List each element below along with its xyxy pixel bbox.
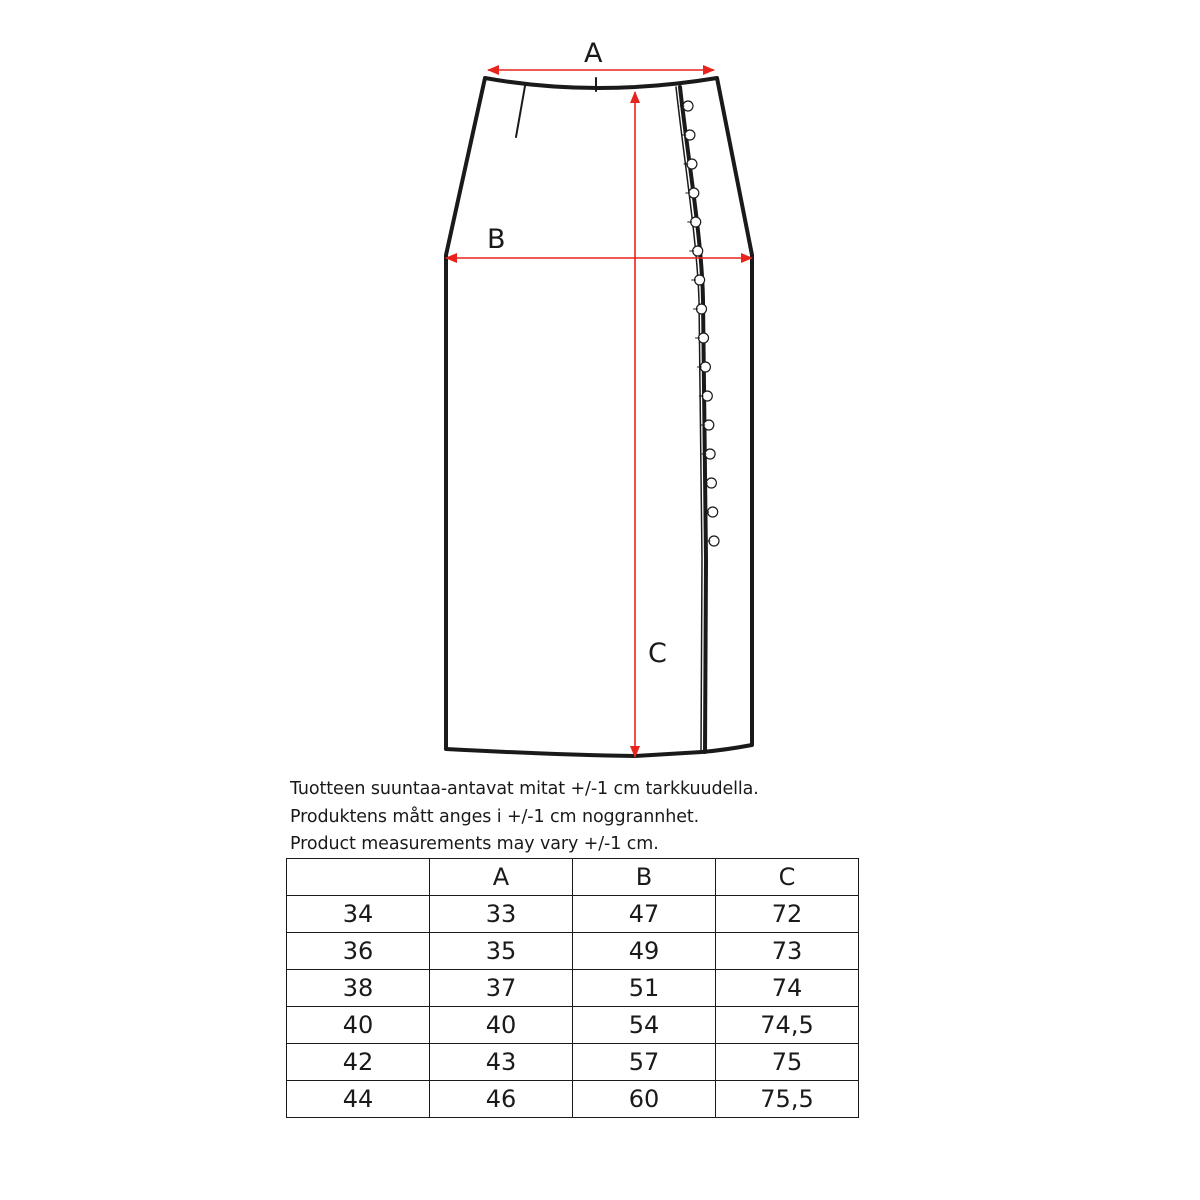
header-cell: A bbox=[430, 859, 573, 896]
table-cell: 60 bbox=[573, 1081, 716, 1118]
table-cell: 54 bbox=[573, 1007, 716, 1044]
measure-a-label: A bbox=[584, 38, 603, 69]
measurement-notes bbox=[290, 776, 890, 859]
measure-c-label: C bbox=[648, 638, 667, 669]
note-english: Product measurements may vary +/-1 cm. bbox=[290, 834, 659, 854]
table-cell: 74 bbox=[716, 970, 859, 1007]
size-cell: 40 bbox=[287, 1007, 430, 1044]
table-row bbox=[287, 970, 859, 1007]
table-cell: 46 bbox=[430, 1081, 573, 1118]
table-cell: 40 bbox=[430, 1007, 573, 1044]
table-cell: 49 bbox=[573, 933, 716, 970]
header-cell bbox=[287, 859, 430, 896]
table-cell: 43 bbox=[430, 1044, 573, 1081]
table-cell: 51 bbox=[573, 970, 716, 1007]
header-cell: C bbox=[716, 859, 859, 896]
measure-b-label: B bbox=[487, 224, 506, 255]
table-cell: 57 bbox=[573, 1044, 716, 1081]
note-finnish: Tuotteen suuntaa-antavat mitat +/-1 cm tarkkuudella. bbox=[290, 779, 759, 799]
table-cell: 37 bbox=[430, 970, 573, 1007]
size-cell: 34 bbox=[287, 896, 430, 933]
wrap-overlap-inner-line bbox=[676, 87, 702, 752]
size-cell: 44 bbox=[287, 1081, 430, 1118]
table-cell: 75 bbox=[716, 1044, 859, 1081]
table-row bbox=[287, 1007, 859, 1044]
skirt-outline bbox=[446, 78, 752, 756]
table-row bbox=[287, 1081, 859, 1118]
table-row bbox=[287, 1044, 859, 1081]
table-cell: 47 bbox=[573, 896, 716, 933]
table-row bbox=[287, 933, 859, 970]
size-cell: 42 bbox=[287, 1044, 430, 1081]
header-cell: B bbox=[573, 859, 716, 896]
table-cell: 74,5 bbox=[716, 1007, 859, 1044]
size-cell: 36 bbox=[287, 933, 430, 970]
table-cell: 35 bbox=[430, 933, 573, 970]
dart-line bbox=[516, 86, 525, 137]
table-header-row bbox=[287, 859, 859, 896]
table-cell: 73 bbox=[716, 933, 859, 970]
size-table bbox=[286, 858, 859, 1118]
table-row bbox=[287, 896, 859, 933]
table-cell: 72 bbox=[716, 896, 859, 933]
table-cell: 33 bbox=[430, 896, 573, 933]
table-cell: 75,5 bbox=[716, 1081, 859, 1118]
note-swedish: Produktens mått anges i +/-1 cm noggrannhet. bbox=[290, 806, 700, 827]
size-cell: 38 bbox=[287, 970, 430, 1007]
